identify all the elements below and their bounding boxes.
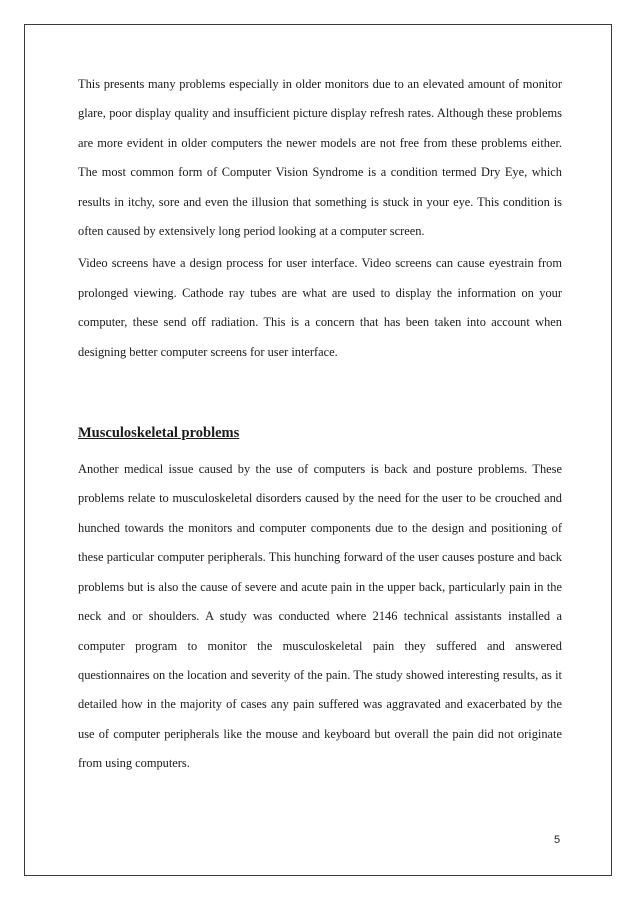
paragraph-video-screens: Video screens have a design process for user interface. Video screens can cause eyestrain from prolonged viewing. Cathode ray tubes are what are used to display the information on your computer, these send off radiation. This is a concern that has been taken into account when designing better computer screens for user interface. bbox=[78, 256, 562, 359]
section-heading-musculoskeletal: Musculoskeletal problems bbox=[78, 425, 240, 442]
paragraph-musculoskeletal: Another medical issue caused by the use of computers is back and posture problems. These problems relate to musculoskeletal disorders caused by the need for the user to be crouched and hunched towards the monitors and computer components due to the design and positioning of these particular computer peripherals. This hunching forward of the user causes posture and back problems but is also the cause of severe and acute pain in the upper back, particularly pain in the neck and or shoulders. A study was conducted where 2146 technical assistants installed a computer program to monitor the musculoskeletal pain they suffered and answered questionnaires on the location and severity of the pain. The study showed interesting results, as it detailed how in the majority of cases any pain suffered was aggravated and exacerbated by the use of computer peripherals like the mouse and keyboard but overall the pain did not originate from using computers. bbox=[78, 462, 562, 771]
document-body bbox=[78, 70, 562, 779]
page-number: 5 bbox=[554, 834, 561, 846]
paragraph-monitor-problems: This presents many problems especially in older monitors due to an elevated amount of monitor glare, poor display quality and insufficient picture display refresh rates. Although these problems are more evident in older computers the newer models are not free from these problems either. The most common form of Computer Vision Syndrome is a condition termed Dry Eye, which results in itchy, sore and even the illusion that something is stuck in your eye. This condition is often caused by extensively long period looking at a computer screen. bbox=[78, 77, 562, 239]
